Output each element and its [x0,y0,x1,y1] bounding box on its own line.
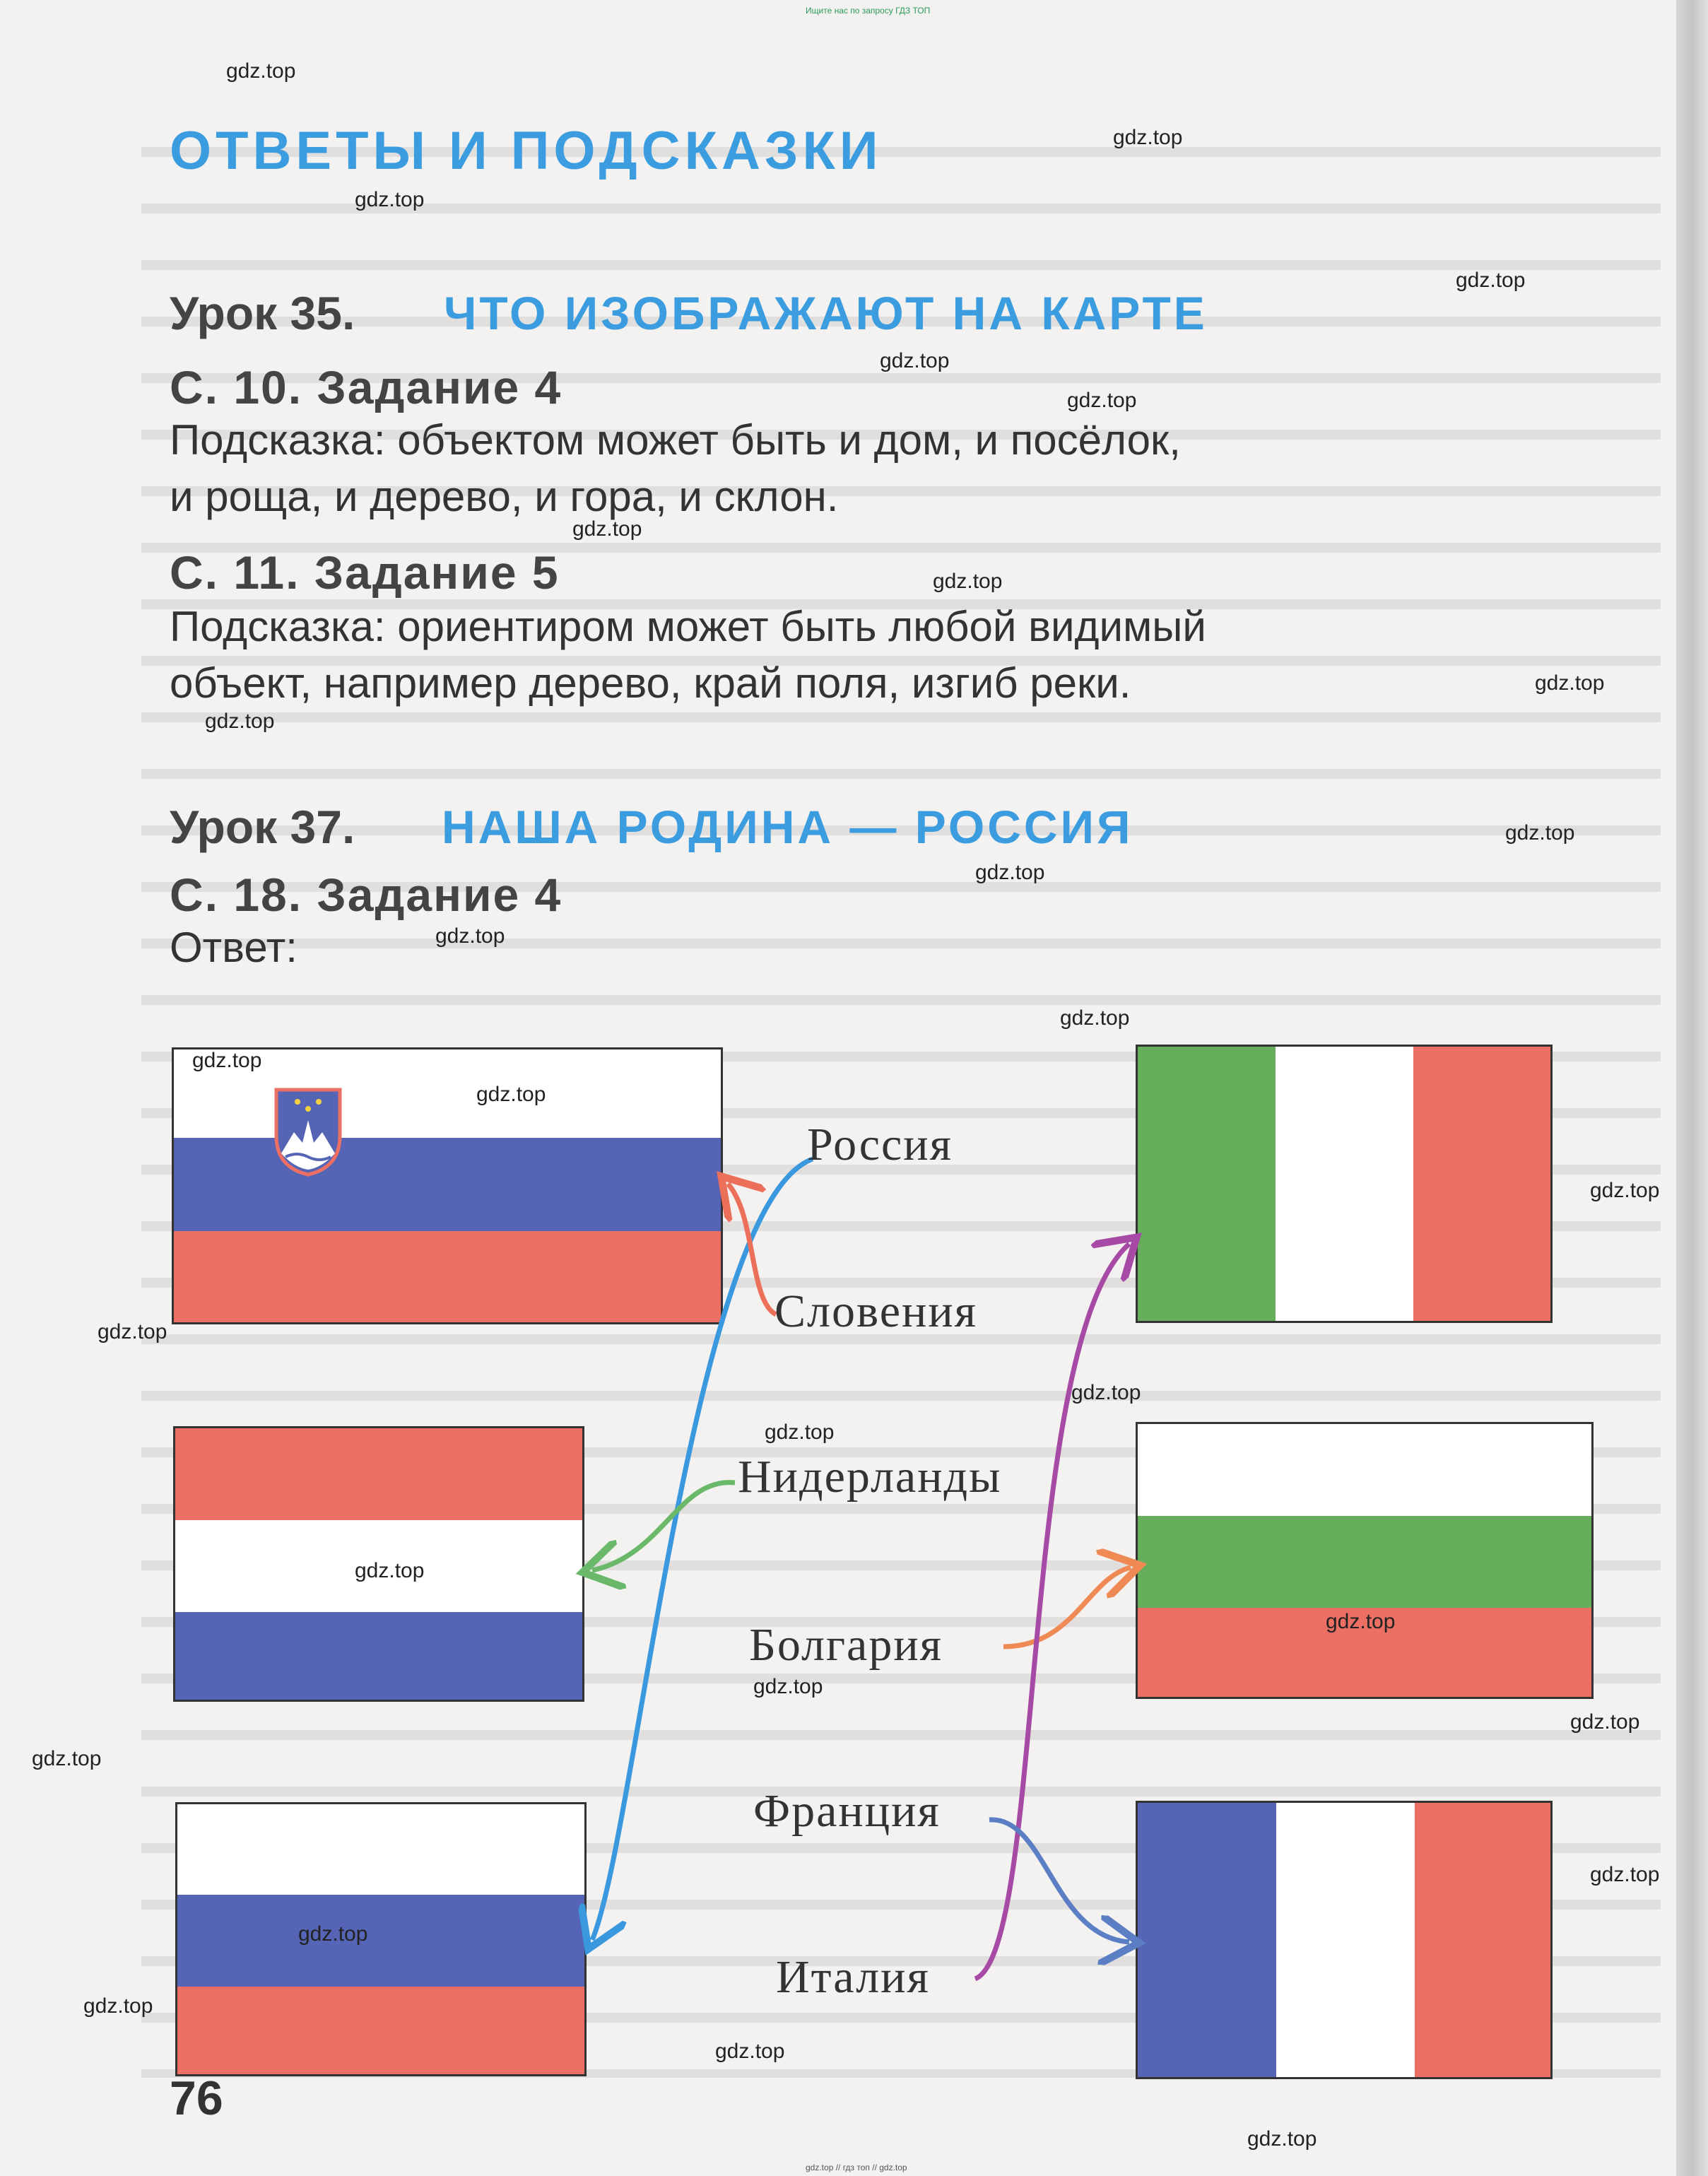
watermark: gdz.top [355,188,425,211]
arrow-bulgaria [1003,1568,1131,1647]
country-label-france: Франция [753,1785,941,1837]
watermark: gdz.top [880,349,950,372]
watermark: gdz.top [355,1559,425,1582]
country-label-italy: Италия [776,1951,930,2003]
watermark: gdz.top [1060,1006,1130,1030]
watermark: gdz.top [1113,126,1183,149]
country-label-netherlands: Нидерланды [738,1451,1002,1502]
lesson37-task-heading: С. 18. Задание 4 [170,869,563,921]
watermark: gdz.top [1326,1610,1396,1633]
country-label-russia: Россия [807,1119,953,1170]
top-note: Ищите нас по запросу ГДЗ ТОП [806,6,931,16]
watermark: gdz.top [32,1747,102,1770]
watermark: gdz.top [1247,2127,1317,2151]
watermark: gdz.top [83,1994,153,2018]
watermark: gdz.top [753,1675,823,1698]
lesson35-title: ЧТО ИЗОБРАЖАЮТ НА КАРТЕ [444,287,1208,339]
country-label-slovenia: Словения [775,1286,978,1337]
lesson35-task1-line2: и роща, и дерево, и гора, и склон. [170,473,839,520]
page-number: 76 [170,2071,223,2125]
lesson35-number: Урок 35. [170,287,355,339]
watermark: gdz.top [933,570,1003,593]
bottom-note: gdz.top // гдз топ // gdz.top [806,2163,907,2172]
watermark: gdz.top [572,517,642,541]
page-header: ОТВЕТЫ И ПОДСКАЗКИ [170,121,883,181]
lesson35-task2-line2: объект, например дерево, край поля, изгиб реки. [170,659,1131,707]
watermark: gdz.top [1535,671,1605,695]
answer-label: Ответ: [170,924,298,971]
arrow-italy [975,1244,1129,1979]
watermark: gdz.top [226,59,296,83]
watermark: gdz.top [1590,1863,1660,1886]
arrow-netherlands [592,1483,735,1570]
watermark: gdz.top [1456,269,1526,292]
watermark: gdz.top [1505,821,1575,845]
watermark: gdz.top [1071,1381,1141,1404]
watermark: gdz.top [435,924,505,948]
watermark: gdz.top [715,2040,785,2063]
lesson35-task1-heading: С. 10. Задание 4 [170,361,563,413]
watermark: gdz.top [476,1083,546,1106]
watermark: gdz.top [192,1049,262,1072]
watermark: gdz.top [298,1922,368,1946]
lesson35-task1-line1: Подсказка: объектом может быть и дом, и посёлок, [170,416,1181,464]
watermark: gdz.top [1067,389,1137,412]
lesson35-task2-heading: С. 11. Задание 5 [170,546,560,599]
country-label-bulgaria: Болгария [749,1619,943,1671]
watermark: gdz.top [765,1421,835,1444]
watermark: gdz.top [975,861,1045,884]
lesson35-task2-line1: Подсказка: ориентиром может быть любой видимый [170,603,1206,650]
watermark: gdz.top [1590,1179,1660,1202]
lesson37-number: Урок 37. [170,801,355,853]
watermark: gdz.top [98,1320,167,1343]
watermark: gdz.top [1570,1710,1640,1734]
lesson37-title: НАША РОДИНА — РОССИЯ [442,801,1133,853]
watermark: gdz.top [205,710,275,733]
